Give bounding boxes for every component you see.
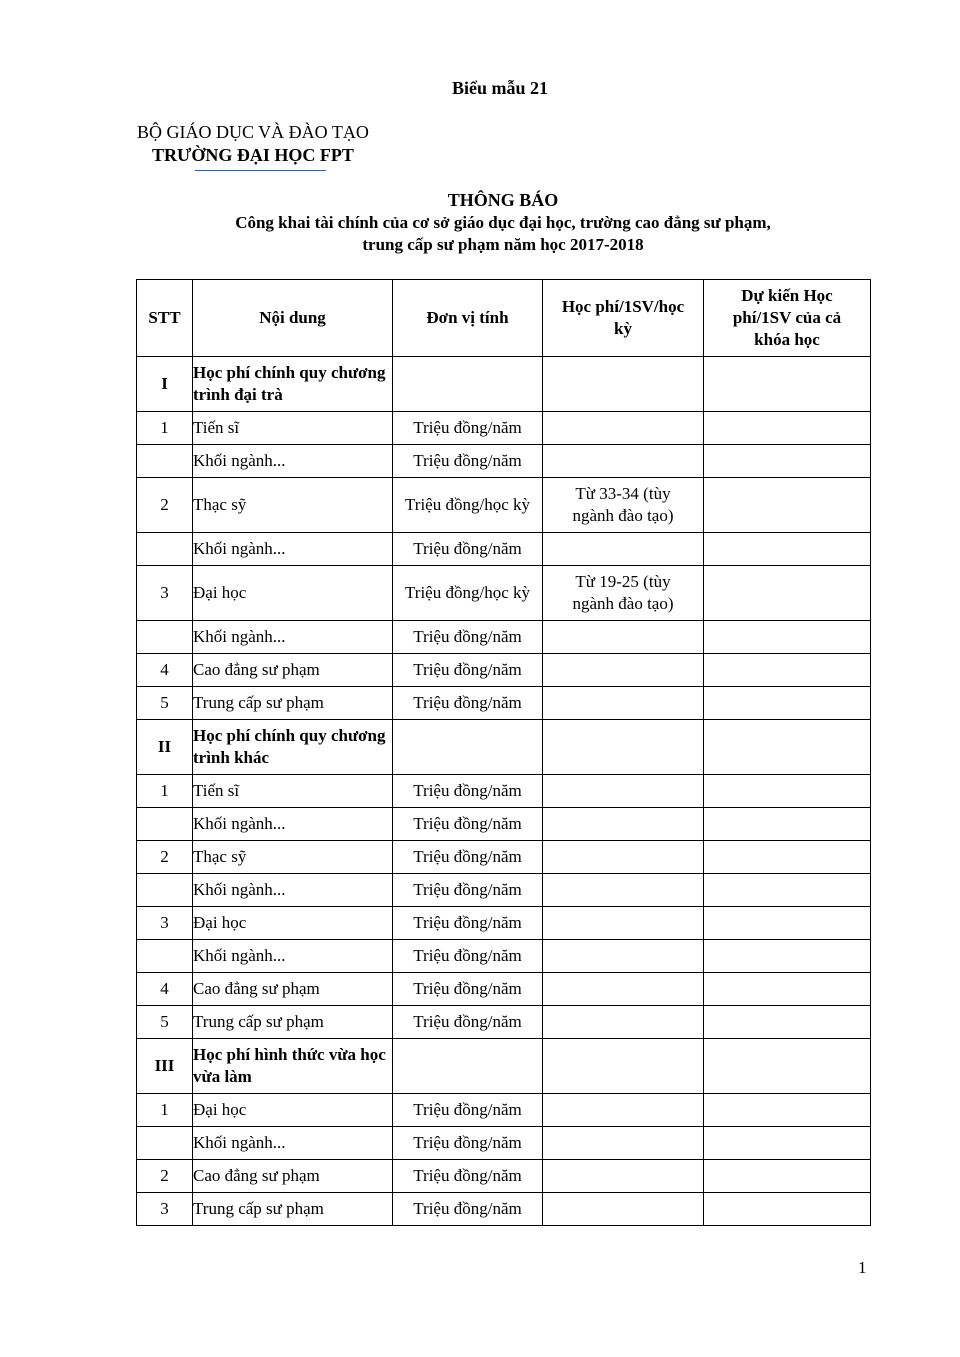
cell-content: Tiến sĩ bbox=[193, 412, 393, 445]
cell-unit: Triệu đồng/năm bbox=[393, 412, 543, 445]
cell-course-fee bbox=[704, 1094, 871, 1127]
notice-subtitle-line2: trung cấp sư phạm năm học 2017-2018 bbox=[362, 235, 644, 254]
cell-content: Trung cấp sư phạm bbox=[193, 1006, 393, 1039]
school-underline bbox=[195, 170, 326, 171]
table-header-row bbox=[137, 280, 871, 357]
cell-course-fee bbox=[704, 1193, 871, 1226]
cell-content: Khối ngành... bbox=[193, 1127, 393, 1160]
cell-fee bbox=[543, 720, 704, 775]
table-row bbox=[137, 687, 871, 720]
table-row bbox=[137, 874, 871, 907]
cell-stt bbox=[137, 621, 193, 654]
cell-course-fee bbox=[704, 687, 871, 720]
cell-course-fee bbox=[704, 412, 871, 445]
school-name: TRƯỜNG ĐẠI HỌC FPT bbox=[152, 145, 354, 165]
cell-stt bbox=[137, 808, 193, 841]
cell-stt: 1 bbox=[137, 412, 193, 445]
cell-fee bbox=[543, 1160, 704, 1193]
cell-stt: 2 bbox=[137, 841, 193, 874]
notice-title: THÔNG BÁO bbox=[447, 190, 559, 210]
table-row bbox=[137, 533, 871, 566]
cell-unit: Triệu đồng/năm bbox=[393, 808, 543, 841]
cell-course-fee bbox=[704, 533, 871, 566]
cell-stt bbox=[137, 874, 193, 907]
cell-fee bbox=[543, 775, 704, 808]
cell-course-fee bbox=[704, 621, 871, 654]
table-row bbox=[137, 940, 871, 973]
cell-content: Thạc sỹ bbox=[193, 478, 393, 533]
cell-content: Tiến sĩ bbox=[193, 775, 393, 808]
cell-content: Học phí chính quy chương trình đại trà bbox=[193, 357, 393, 412]
cell-unit: Triệu đồng/năm bbox=[393, 874, 543, 907]
table-row bbox=[137, 412, 871, 445]
cell-unit: Triệu đồng/học kỳ bbox=[393, 478, 543, 533]
table-row bbox=[137, 907, 871, 940]
cell-content: Cao đẳng sư phạm bbox=[193, 973, 393, 1006]
table-row bbox=[137, 1006, 871, 1039]
cell-stt: 3 bbox=[137, 1193, 193, 1226]
cell-fee bbox=[543, 533, 704, 566]
cell-course-fee bbox=[704, 445, 871, 478]
form-number: Biểu mẫu 21 bbox=[451, 78, 548, 98]
cell-unit: Triệu đồng/năm bbox=[393, 654, 543, 687]
table-row bbox=[137, 1094, 871, 1127]
cell-fee bbox=[543, 940, 704, 973]
cell-stt: I bbox=[137, 357, 193, 412]
tuition-table bbox=[136, 279, 871, 1226]
cell-content: Khối ngành... bbox=[193, 445, 393, 478]
cell-content: Đại học bbox=[193, 566, 393, 621]
cell-content: Khối ngành... bbox=[193, 940, 393, 973]
cell-course-fee bbox=[704, 940, 871, 973]
cell-stt: 2 bbox=[137, 1160, 193, 1193]
cell-stt: 3 bbox=[137, 566, 193, 621]
header-stt: STT bbox=[137, 280, 193, 357]
cell-content: Đại học bbox=[193, 1094, 393, 1127]
table-row bbox=[137, 1039, 871, 1094]
cell-course-fee bbox=[704, 720, 871, 775]
table-row bbox=[137, 841, 871, 874]
cell-unit: Triệu đồng/năm bbox=[393, 1193, 543, 1226]
table-row bbox=[137, 973, 871, 1006]
cell-course-fee bbox=[704, 566, 871, 621]
cell-fee bbox=[543, 1006, 704, 1039]
cell-fee bbox=[543, 445, 704, 478]
header-fee-full-course: Dự kiến Học phí/1SV của cả khóa học bbox=[704, 280, 871, 357]
cell-unit: Triệu đồng/năm bbox=[393, 533, 543, 566]
cell-course-fee bbox=[704, 973, 871, 1006]
cell-fee bbox=[543, 412, 704, 445]
cell-fee bbox=[543, 1039, 704, 1094]
cell-content: Khối ngành... bbox=[193, 621, 393, 654]
cell-course-fee bbox=[704, 841, 871, 874]
cell-stt: 2 bbox=[137, 478, 193, 533]
cell-unit bbox=[393, 720, 543, 775]
cell-unit: Triệu đồng/năm bbox=[393, 841, 543, 874]
cell-course-fee bbox=[704, 654, 871, 687]
cell-unit: Triệu đồng/năm bbox=[393, 621, 543, 654]
table-row bbox=[137, 654, 871, 687]
cell-content: Khối ngành... bbox=[193, 533, 393, 566]
cell-unit: Triệu đồng/năm bbox=[393, 940, 543, 973]
cell-course-fee bbox=[704, 808, 871, 841]
cell-course-fee bbox=[704, 1160, 871, 1193]
table-row bbox=[137, 566, 871, 621]
cell-unit: Triệu đồng/năm bbox=[393, 907, 543, 940]
table-row bbox=[137, 1193, 871, 1226]
cell-stt: II bbox=[137, 720, 193, 775]
table-row bbox=[137, 720, 871, 775]
cell-fee bbox=[543, 654, 704, 687]
table-row bbox=[137, 808, 871, 841]
cell-fee bbox=[543, 907, 704, 940]
cell-unit: Triệu đồng/học kỳ bbox=[393, 566, 543, 621]
cell-fee bbox=[543, 357, 704, 412]
cell-unit: Triệu đồng/năm bbox=[393, 973, 543, 1006]
cell-stt bbox=[137, 940, 193, 973]
cell-fee bbox=[543, 1094, 704, 1127]
cell-stt: 1 bbox=[137, 775, 193, 808]
cell-stt: 3 bbox=[137, 907, 193, 940]
header-content: Nội dung bbox=[193, 280, 393, 357]
cell-fee bbox=[543, 874, 704, 907]
cell-fee bbox=[543, 1127, 704, 1160]
cell-fee bbox=[543, 1193, 704, 1226]
table-row bbox=[137, 621, 871, 654]
cell-course-fee bbox=[704, 775, 871, 808]
cell-stt bbox=[137, 533, 193, 566]
cell-content: Trung cấp sư phạm bbox=[193, 687, 393, 720]
cell-stt: 5 bbox=[137, 1006, 193, 1039]
cell-content: Khối ngành... bbox=[193, 808, 393, 841]
table-row bbox=[137, 357, 871, 412]
cell-unit: Triệu đồng/năm bbox=[393, 687, 543, 720]
table-row bbox=[137, 478, 871, 533]
cell-fee bbox=[543, 621, 704, 654]
cell-stt: 4 bbox=[137, 654, 193, 687]
cell-stt bbox=[137, 445, 193, 478]
cell-fee: Từ 19-25 (tùy ngành đào tạo) bbox=[543, 566, 704, 621]
cell-unit: Triệu đồng/năm bbox=[393, 775, 543, 808]
cell-unit: Triệu đồng/năm bbox=[393, 1006, 543, 1039]
cell-course-fee bbox=[704, 874, 871, 907]
table-row bbox=[137, 1160, 871, 1193]
cell-fee bbox=[543, 841, 704, 874]
cell-unit bbox=[393, 1039, 543, 1094]
ministry-name: BỘ GIÁO DỤC VÀ ĐÀO TẠO bbox=[137, 122, 369, 142]
cell-course-fee bbox=[704, 1006, 871, 1039]
cell-content: Học phí chính quy chương trình khác bbox=[193, 720, 393, 775]
header-fee-per-semester: Học phí/1SV/học kỳ bbox=[543, 280, 704, 357]
cell-fee bbox=[543, 808, 704, 841]
cell-fee: Từ 33-34 (tùy ngành đào tạo) bbox=[543, 478, 704, 533]
cell-stt: 1 bbox=[137, 1094, 193, 1127]
cell-content: Thạc sỹ bbox=[193, 841, 393, 874]
cell-content: Cao đẳng sư phạm bbox=[193, 1160, 393, 1193]
cell-unit: Triệu đồng/năm bbox=[393, 445, 543, 478]
cell-course-fee bbox=[704, 907, 871, 940]
cell-unit: Triệu đồng/năm bbox=[393, 1094, 543, 1127]
table-row bbox=[137, 445, 871, 478]
cell-content: Trung cấp sư phạm bbox=[193, 1193, 393, 1226]
cell-course-fee bbox=[704, 1127, 871, 1160]
cell-course-fee bbox=[704, 478, 871, 533]
cell-stt bbox=[137, 1127, 193, 1160]
cell-content: Học phí hình thức vừa học vừa làm bbox=[193, 1039, 393, 1094]
cell-content: Đại học bbox=[193, 907, 393, 940]
cell-fee bbox=[543, 687, 704, 720]
cell-course-fee bbox=[704, 1039, 871, 1094]
header-unit: Đơn vị tính bbox=[393, 280, 543, 357]
cell-content: Khối ngành... bbox=[193, 874, 393, 907]
table-row bbox=[137, 1127, 871, 1160]
page-number: 1 bbox=[858, 1258, 867, 1277]
cell-content: Cao đẳng sư phạm bbox=[193, 654, 393, 687]
cell-unit: Triệu đồng/năm bbox=[393, 1160, 543, 1193]
cell-stt: 5 bbox=[137, 687, 193, 720]
cell-unit: Triệu đồng/năm bbox=[393, 1127, 543, 1160]
cell-stt: 4 bbox=[137, 973, 193, 1006]
cell-unit bbox=[393, 357, 543, 412]
table-row bbox=[137, 775, 871, 808]
cell-fee bbox=[543, 973, 704, 1006]
cell-course-fee bbox=[704, 357, 871, 412]
notice-subtitle-line1: Công khai tài chính của cơ sở giáo dục đại học, trường cao đẳng sư phạm, bbox=[235, 213, 771, 232]
cell-stt: III bbox=[137, 1039, 193, 1094]
